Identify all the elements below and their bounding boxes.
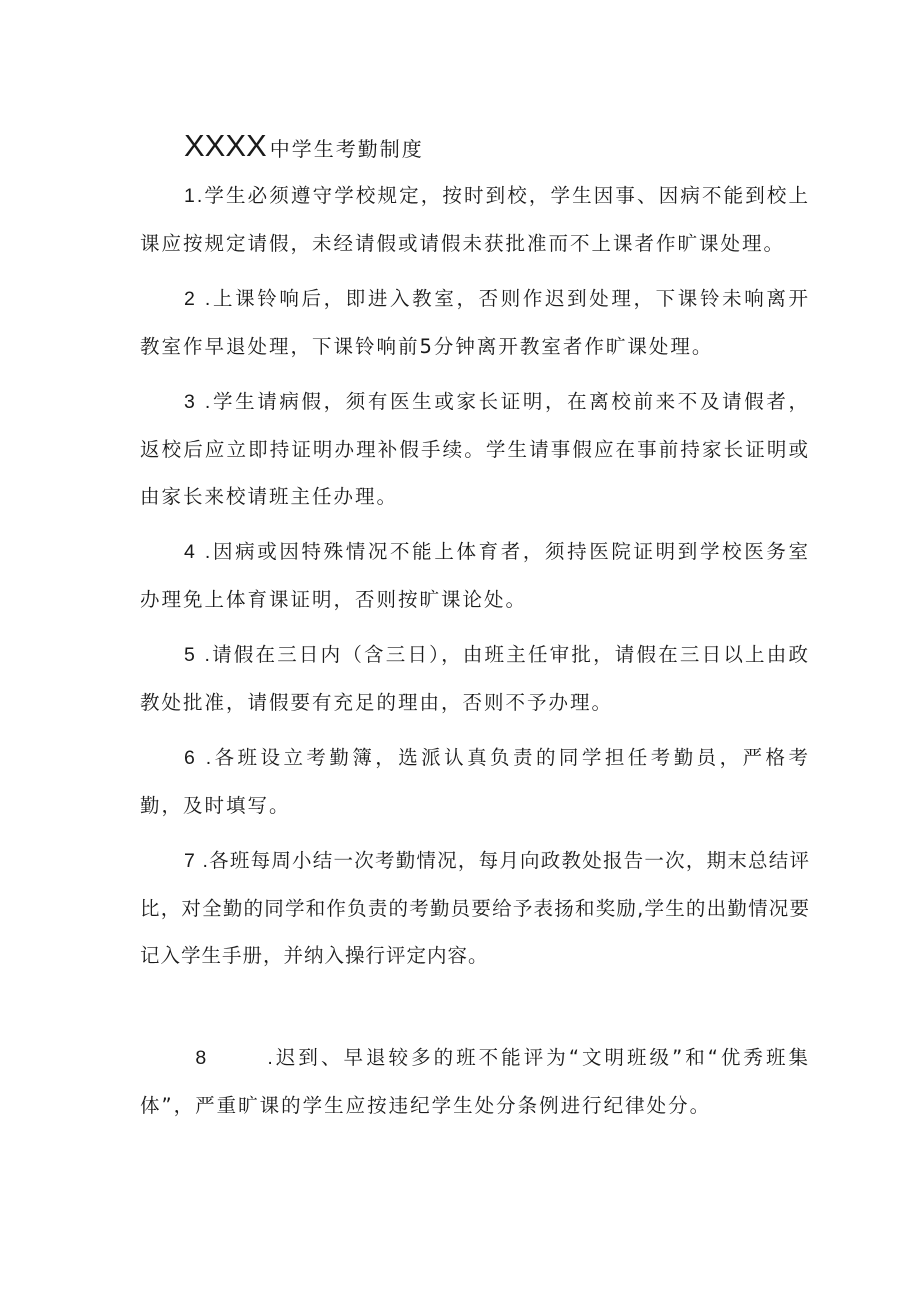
title-text: 中学生考勤制度 <box>269 137 424 161</box>
rule-text: 上课铃响后，即进入教室，否则作迟到处理，下课铃未响离开教室作早退处理，下课铃响前5分钟离开教室者作旷课处理。 <box>140 287 810 358</box>
rule-number: 7 . <box>184 850 209 872</box>
rule-number: 4 . <box>184 541 213 563</box>
rule-paragraph-3 <box>140 378 810 520</box>
rule-text: 学生必须遵守学校规定，按时到校，学生因事、因病不能到校上课应按规定请假，未经请假或请假未获批准而不上课者作旷课处理。 <box>140 184 810 255</box>
document-body <box>140 172 810 1184</box>
rule-number: 6 . <box>184 747 214 769</box>
document-title <box>184 126 424 171</box>
rule-number: 3 . <box>184 391 213 413</box>
rule-text: 迟到、早退较多的班不能评为“文明班级”和“优秀班集体”，严重旷课的学生应按违纪学生处分条例进行纪律处分。 <box>140 1046 811 1117</box>
rule-paragraph-7 <box>140 837 810 979</box>
rule-text: 因病或因特殊情况不能上体育者，须持医院证明到学校医务室办理免上体育课证明，否则按旷课论处。 <box>140 540 810 611</box>
rule-text: 请假在三日内（含三日），由班主任审批，请假在三日以上由政教处批准，请假要有充足的理由，否则不予办理。 <box>140 643 810 714</box>
rule-paragraph-6 <box>140 734 810 829</box>
rule-paragraph-8 <box>140 987 810 1176</box>
rule-number: 1. <box>184 185 205 207</box>
rule-text: 各班设立考勤簿，选派认真负责的同学担任考勤员，严格考勤，及时填写。 <box>140 746 810 817</box>
rule-number: 8 . <box>195 1047 275 1069</box>
rule-number: 2 . <box>184 288 213 310</box>
rule-text: 各班每周小结一次考勤情况，每月向政教处报告一次，期末总结评比，对全勤的同学和作负责的考勤员要给予表扬和奖励,学生的出勤情况要记入学生手册，并纳入操行评定内容。 <box>140 849 810 967</box>
rule-paragraph-2 <box>140 275 810 370</box>
rule-number: 5 . <box>184 644 212 666</box>
rule-text: 学生请病假，须有医生或家长证明，在离校前来不及请假者，返校后应立即持证明办理补假手续。学生请事假应在事前持家长证明或由家长来校请班主任办理。 <box>140 390 810 508</box>
rule-paragraph-1 <box>140 172 810 267</box>
rule-paragraph-5 <box>140 631 810 726</box>
rule-paragraph-4 <box>140 528 810 623</box>
title-school-name: XXXX <box>184 128 267 163</box>
